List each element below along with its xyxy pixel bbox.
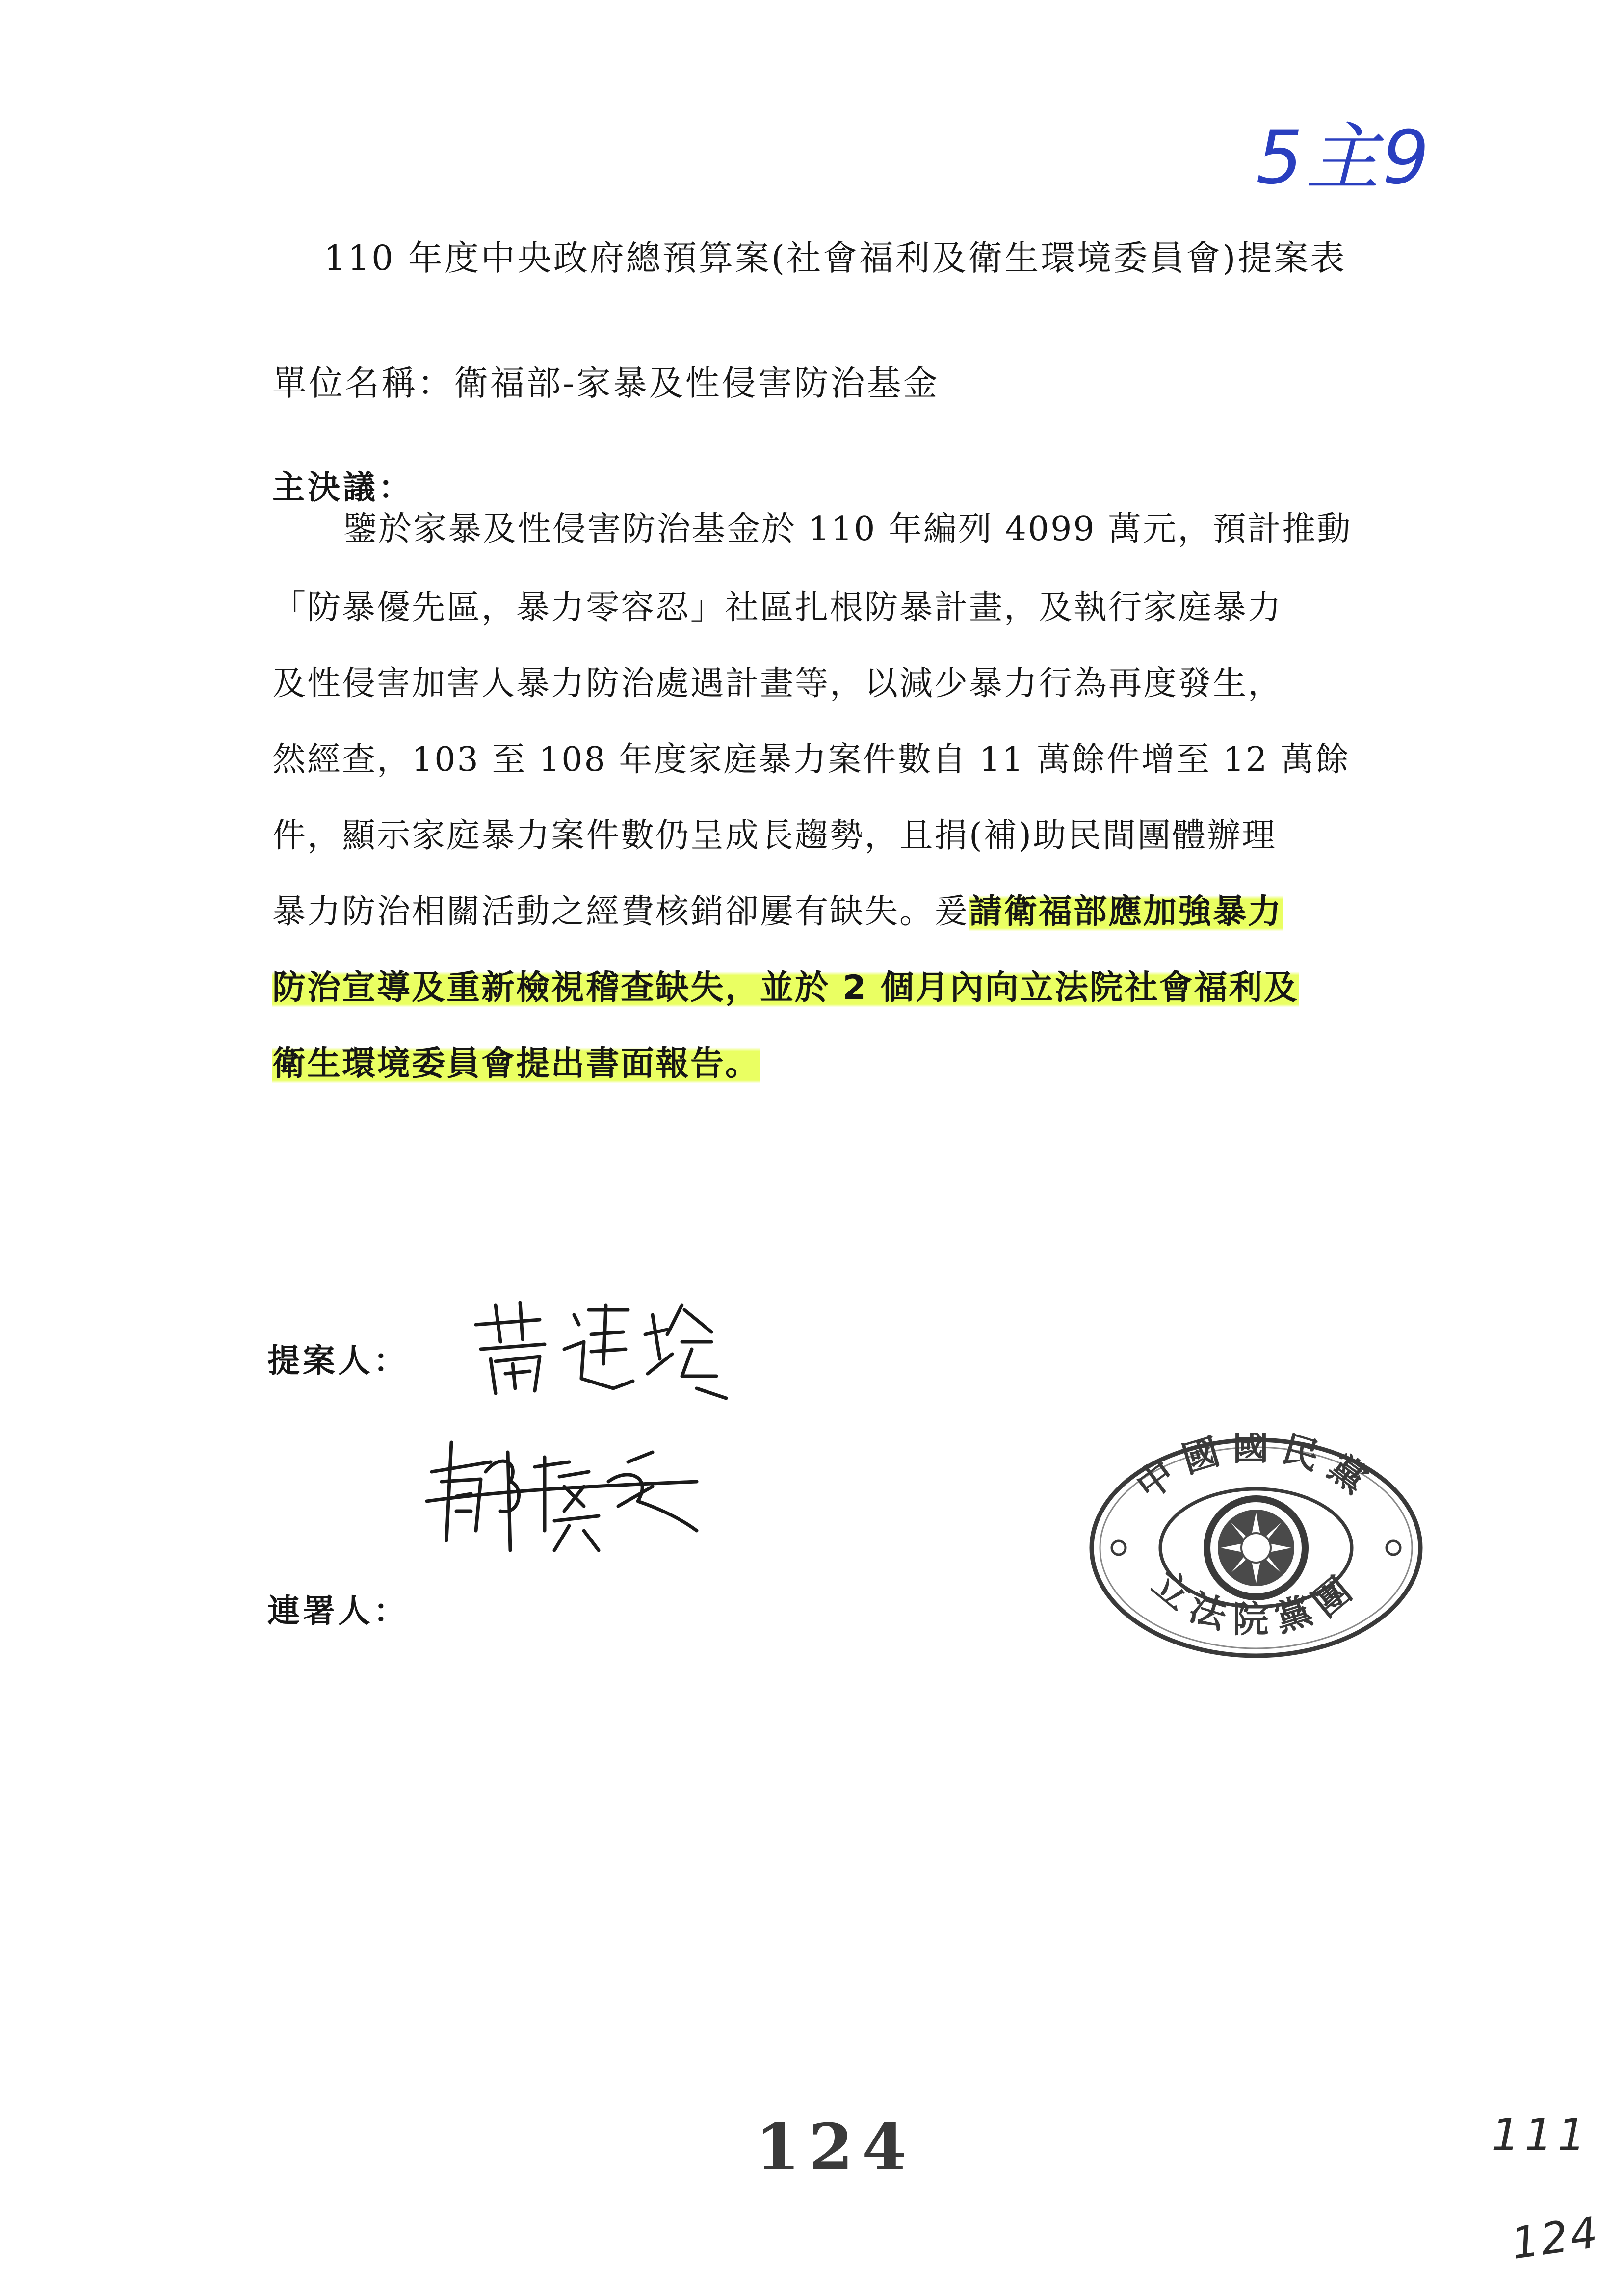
body-line-7 bbox=[272, 968, 1299, 1007]
body-line-5: 件，顯示家庭暴力案件數仍呈成長趨勢，且捐(補)助民間團體辦理 bbox=[272, 816, 1277, 855]
stamp-top-text: 中國國民黨 bbox=[1128, 1433, 1384, 1508]
body-line-2: 「防暴優先區，暴力零容忍」社區扎根防暴計畫，及執行家庭暴力 bbox=[272, 588, 1283, 627]
stamp-bottom-text: 立法院黨團 bbox=[1144, 1562, 1368, 1641]
party-caucus-stamp bbox=[1084, 1433, 1428, 1663]
highlighted-request-start: 請衛福部應加強暴力 bbox=[969, 892, 1283, 931]
body-line-6-plain: 暴力防治相關活動之經費核銷卻屢有缺失。爰 bbox=[272, 892, 969, 931]
cosigner-label: 連署人： bbox=[267, 1592, 409, 1630]
body-line-8 bbox=[272, 1044, 760, 1083]
document-title: 110 年度中央政府總預算案(社會福利及衛生環境委員會)提案表 bbox=[324, 238, 1347, 278]
highlighted-request-end: 衛生環境委員會提出書面報告。 bbox=[272, 1044, 760, 1083]
page-number: 124 bbox=[756, 2110, 916, 2185]
body-line-3: 及性侵害加害人暴力防治處遇計畫等，以減少暴力行為再度發生， bbox=[272, 664, 1283, 703]
cosigner-signature bbox=[422, 1433, 702, 1560]
body-line-1: 鑒於家暴及性侵害防治基金於 110 年編列 4099 萬元，預計推動 bbox=[343, 510, 1352, 548]
body-line-4: 然經查，103 至 108 年度家庭暴力案件數自 11 萬餘件增至 12 萬餘 bbox=[272, 740, 1350, 779]
proposer-label: 提案人： bbox=[267, 1342, 409, 1380]
handwritten-mark-124: 124 bbox=[1508, 2206, 1603, 2270]
resolution-label: 主決議： bbox=[272, 469, 414, 506]
highlighted-request-middle: 防治宣導及重新檢視稽查缺失，並於 2 個月內向立法院社會福利及 bbox=[272, 968, 1299, 1007]
proposer-signature bbox=[466, 1295, 741, 1403]
body-line-6 bbox=[272, 892, 1283, 931]
handwritten-file-code: 5主9 bbox=[1256, 115, 1432, 201]
handwritten-mark-111: 111 bbox=[1492, 2110, 1591, 2161]
unit-name-line: 單位名稱：衛福部-家暴及性侵害防治基金 bbox=[272, 363, 940, 403]
